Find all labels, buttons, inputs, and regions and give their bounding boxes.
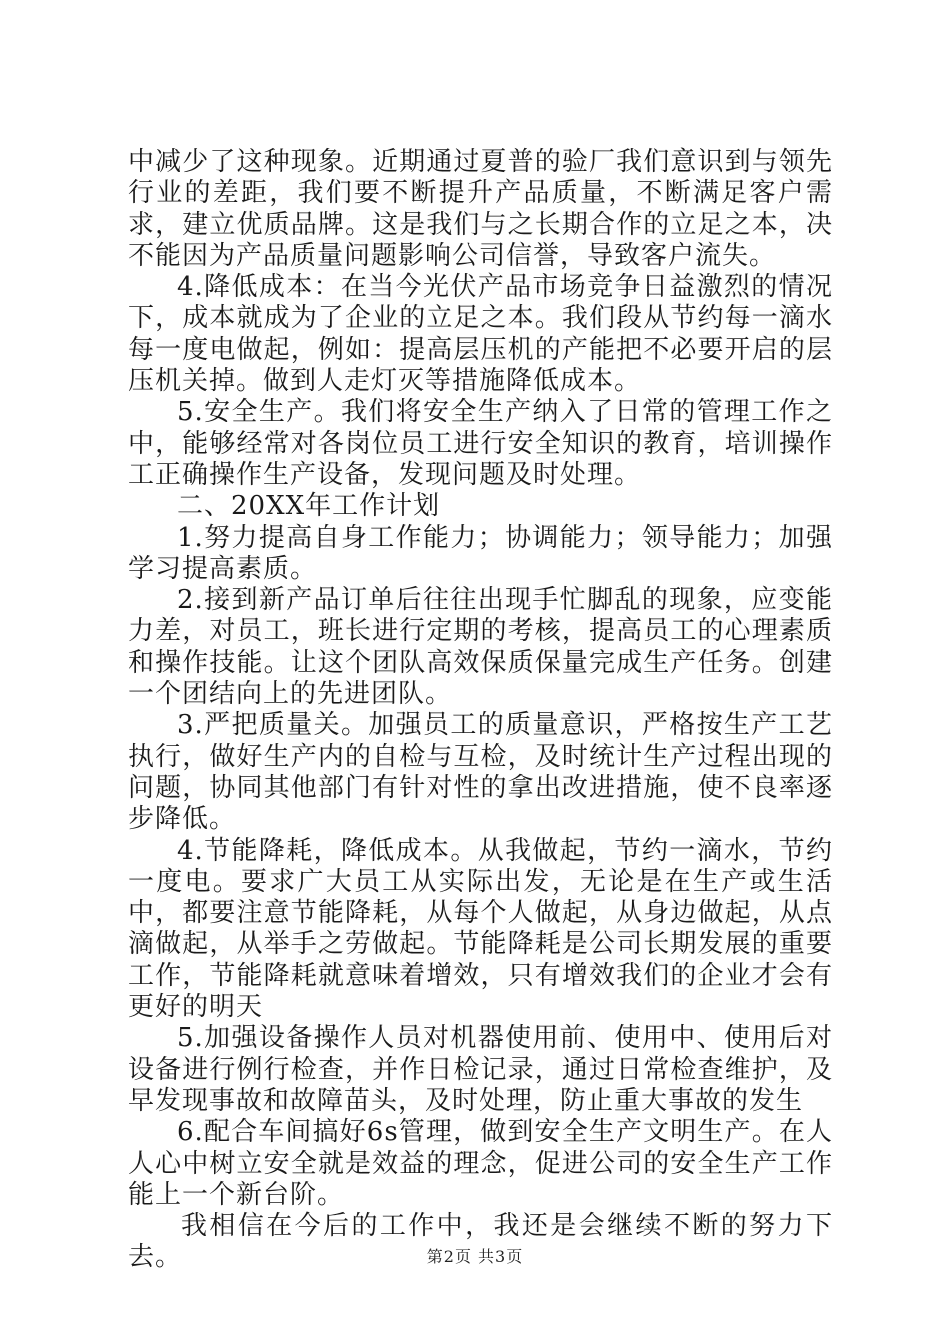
section-heading-work-plan: 二、20XX年工作计划 xyxy=(177,491,441,522)
plan-item-6: 6.配合车间搞好6s管理，做到安全生产文明生产。在人人心中树立安全就是效益的理念，促进公司的安全生产工作能上一个新台阶。 xyxy=(128,1117,833,1210)
paragraph-safety-production: 5.安全生产。我们将安全生产纳入了日常的管理工作之中，能够经常对各岗位员工进行安全知识的教育，培训操作工正确操作生产设备，发现问题及时处理。 xyxy=(128,397,833,490)
paragraph-continuation: 中减少了这种现象。近期通过夏普的验厂我们意识到与领先行业的差距，我们要不断提升产品质量，不断满足客户需求，建立优质品牌。这是我们与之长期合作的立足之本，决不能因为产品质量问题影响公司信誉，导致客户流失。 xyxy=(128,147,833,271)
plan-item-3: 3.严把质量关。加强员工的质量意识，严格按生产工艺执行，做好生产内的自检与互检，及时统计生产过程出现的问题，协同其他部门有针对性的拿出改进措施，使不良率逐步降低。 xyxy=(128,710,833,835)
page-number-footer: 第2页 共3页 xyxy=(426,1247,524,1266)
paragraph-cost-reduction: 4.降低成本：在当今光伏产品市场竞争日益激烈的情况下，成本就成为了企业的立足之本。我们段从节约每一滴水每一度电做起，例如：提高层压机的产能把不必要开启的层压机关掉。做到人走灯灭等措施降低成本。 xyxy=(128,272,833,397)
closing-statement: 我相信在今后的工作中，我还是会继续不断的努力下去。 xyxy=(128,1211,833,1273)
plan-item-2: 2.接到新产品订单后往往出现手忙脚乱的现象，应变能力差，对员工，班长进行定期的考核，提高员工的心理素质和操作技能。让这个团队高效保质保量完成生产任务。创建一个团结向上的先进团队。 xyxy=(128,585,833,710)
plan-item-1: 1.努力提高自身工作能力；协调能力；领导能力；加强学习提高素质。 xyxy=(128,522,833,584)
plan-item-4: 4.节能降耗，降低成本。从我做起，节约一滴水，节约一度电。要求广大员工从实际出发，无论是在生产或生活中，都要注意节能降耗，从每个人做起，从身边做起，从点滴做起，从举手之劳做起。节能降耗是公司长期发展的重要工作，节能降耗就意味着增效，只有增效我们的企业才会有更好的明天 xyxy=(128,835,833,1023)
plan-item-5: 5.加强设备操作人员对机器使用前、使用中、使用后对设备进行例行检查，并作日检记录，通过日常检查维护，及早发现事故和故障苗头，及时处理，防止重大事故的发生 xyxy=(128,1023,833,1116)
document-body xyxy=(128,147,833,1274)
